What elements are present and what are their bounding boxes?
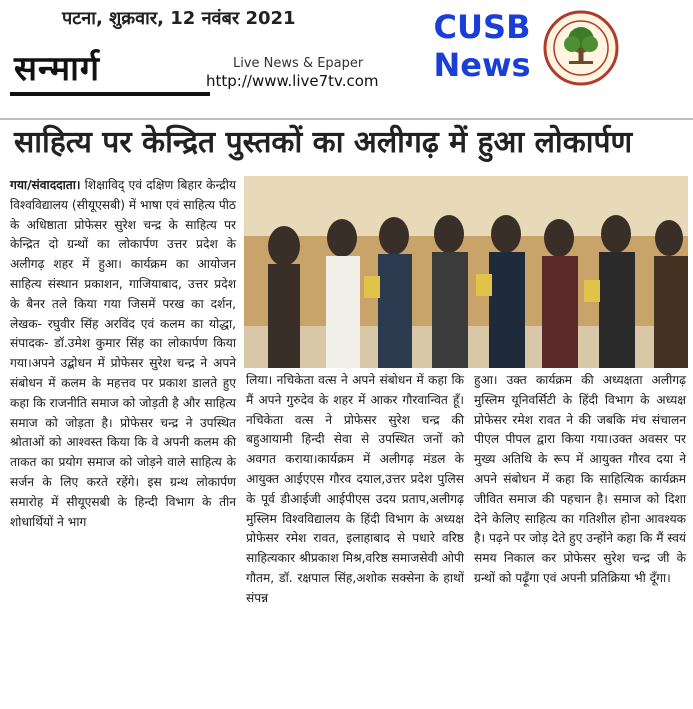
newspaper-masthead [10,42,220,88]
newspaper-logo: सन्मार्ग [14,49,101,89]
article-column-2 [246,371,464,609]
book-launch-photo [244,176,688,368]
cusb-news-brand [430,8,534,84]
university-seal-icon [543,10,619,86]
article-column-3 [474,371,686,589]
brand-line-2: News [433,46,531,84]
article-text-col3: हुआ। उक्त कार्यक्रम की अध्यक्षता अलीगढ़ मुस्लिम यूनिवर्सिटी के हिंदी विभाग के अध्यक्ष प्रोफेसर रमेश रावत ने की जबकि मंच संचालन पीएल पीपल द्वारा किया गया।उक्त अवसर पर मुख्य अतिथि के रूप में आयुक्त गौरव दया ने अपने संबोधन में कहा कि साहित्यिक कार्यक्रम जीवित समाज की पहचान है। समाज को दिशा देने केलिए साहित्य का गतिशील होना आवश्यक है। पढ़ने पर जोड़ देते हुए उन्होंने कहा कि मैं स्वयं समय निकाल कर प्रोफेसर सुरेश चन्द्र जी के ग्रन्थों को पढ़ूँगा एवं अपनी प्रतिक्रिया भी दूँगा। [474,373,686,585]
live-news-label: Live News & Epaper [233,56,364,71]
masthead-underline [10,92,210,96]
article-headline: साहित्य पर केन्द्रित पुस्तकों का अलीगढ़ में हुआ लोकार्पण [14,125,633,160]
live-url: http://www.live7tv.com [206,72,379,90]
article-dateline: गया/संवाददाता। [10,178,81,192]
article-text-col2: लिया। नचिकेता वत्स ने अपने संबोधन में कहा कि मैं अपने गुरुदेव के शहर में आकर गौरवान्वित हूँ। नचिकेता वत्स ने प्रोफेसर सुरेश चन्द्र की बहुआयामी हिन्दी सेवा से उपस्थित जनों को अवगत कराया।कार्यक्रम में अलीगढ़ मंडल के आयुक्त आईएएस गौरव दयाल,उत्तर प्रदेश पुलिस के पूर्व डीआईजी आईपीएस उदय प्रताप,अलीगढ़ मुस्लिम विश्वविद्यालय के हिंदी विभाग के अध्यक्ष प्रोफेसर रमेश रावत, इलाहाबाद से पधारे वरिष्ठ साहित्यकार श्रीप्रकाश मिश्र,वरिष्ठ समाजसेवी ओपी गौतम, डॉ. रक्षपाल सिंह,अशोक सक्सेना के हाथों संपन्न [246,373,464,605]
brand-line-1: CUSB [433,8,531,46]
article-column-1 [10,176,236,532]
article-text-col1: शिक्षाविद् एवं दक्षिण बिहार केन्द्रीय विश्वविद्यालय (सीयूएसबी) में भाषा एवं साहित्य पीठ के अधिष्ठाता प्रोफेसर सुरेश चन्द्र के साहित्य पर केन्द्रित दो ग्रन्थों का लोकार्पण उत्तर प्रदेश के अलीगढ़ शहर में हुआ। कार्यक्रम का आयोजन साहित्य संस्थान प्रकाशन, गाजियाबाद, उत्तर प्रदेश के बैनर तले किया गया जिसमें परख का दर्शन, लेखक- रघुवीर सिंह अरविंद एवं कलम का योद्धा, संपादक- डॉ.उमेश कुमार सिंह का लोकार्पण किया गया।अपने उद्बोधन में प्रोफेसर सुरेश चन्द्र ने अपने संबोधन में कलम के महत्तव पर प्रकाश डालते हुए कहा कि राजनीति समाज को जोड़ती है और साहित्य समाज को जोड़ता है। प्रोफेसर चन्द्र ने उपस्थित श्रोताओं को आश्वस्त किया कि वे अपनी कलम की ताकत का प्रयोग समाज को जोड़ने वाले साहित्य के सर्जन के लिए करते रहेंगे। इस ग्रन्थ लोकार्पण समारोह में सीयूएसबी के हिन्दी विभाग के तीन शोधार्थियों ने भाग [10,178,236,529]
dateline: पटना, शुक्रवार, 12 नवंबर 2021 [62,8,296,29]
